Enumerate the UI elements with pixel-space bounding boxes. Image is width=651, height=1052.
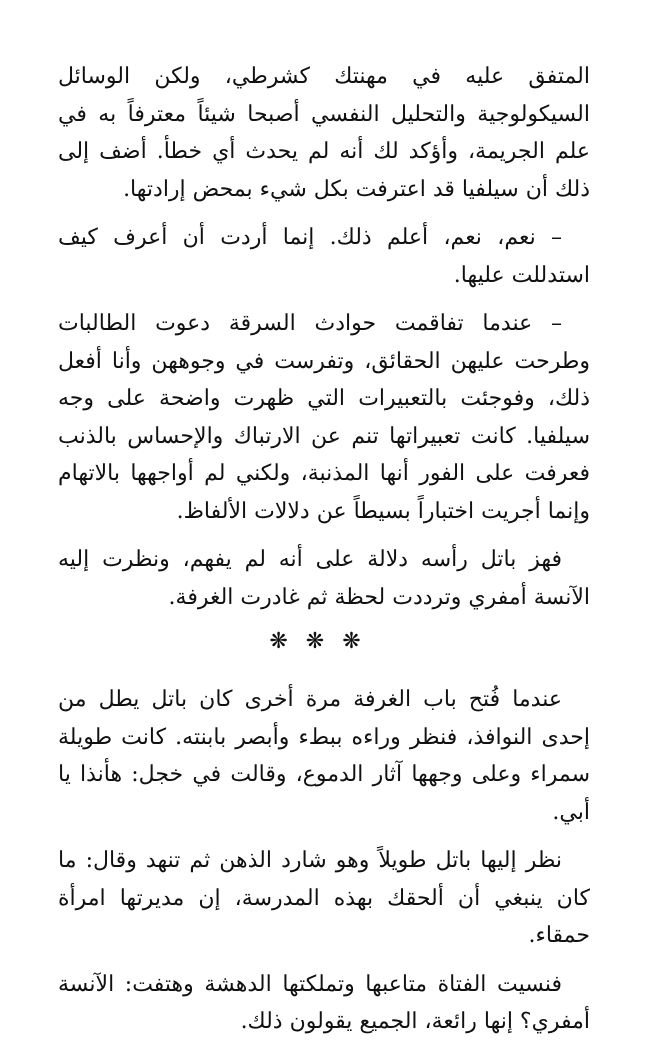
paragraph-3: – عندما تفاقمت حوادث السرقة دعوت الطالبات وطرحت عليهن الحقائق، وتفرست في وجوههن وأنا أفعل ذلك، وفوجئت بالتعبيرات التي ظهرت واضحة على وجه سيلفيا. كانت تعبيراتها تنم عن الارتباك والإحساس بالذنب فعرفت على الفور أنها المذنبة، ولكني لم أواجهها بالاتهام وإنما أجريت اختباراً بسيطاً عن دلالات الألفاظ.: [58, 311, 590, 524]
separator-star-icon: ❋: [342, 629, 379, 654]
separator-star-icon: ❋: [269, 629, 306, 654]
paragraph-1: المتفق عليه في مهنتك كشرطي، ولكن الوسائل السيكولوجية والتحليل النفسي أصبحا شيئاً معترفاً به في علم الجريمة، وأؤكد لك أنه لم يحدث أي خطأ. أضف إلى ذلك أن سيلفيا قد اعترفت بكل شيء بمحض إرادتها.: [58, 64, 590, 202]
paragraph-4: فهز باتل رأسه دلالة على أنه لم يفهم، ونظرت إليه الآنسة أمفري وترددت لحظة ثم غادرت الغرفة.: [58, 547, 590, 610]
book-page: [58, 58, 590, 1052]
paragraph-5: عندما فُتح باب الغرفة مرة أخرى كان باتل يطل من إحدى النوافذ، فنظر وراءه ببطء وأبصر بابنته. كانت طويلة سمراء وعلى وجهها آثار الدموع، وقالت في خجل: هأنذا يا أبي.: [58, 687, 590, 825]
paragraph-6: نظر إليها باتل طويلاً وهو شارد الذهن ثم تنهد وقال: ما كان ينبغي أن ألحقك بهذه المدرسة، إن مديرتها امرأة حمقاء.: [58, 848, 590, 948]
paragraph-7: فنسيت الفتاة متاعبها وتملكتها الدهشة وهتفت: الآنسة أمفري؟ إنها رائعة، الجميع يقولون ذلك.: [58, 971, 590, 1034]
section-separator: [58, 627, 590, 657]
separator-star-icon: ❋: [305, 629, 343, 654]
paragraph-2: – نعم، نعم، أعلم ذلك. إنما أردت أن أعرف كيف استدللت عليها.: [58, 225, 590, 288]
